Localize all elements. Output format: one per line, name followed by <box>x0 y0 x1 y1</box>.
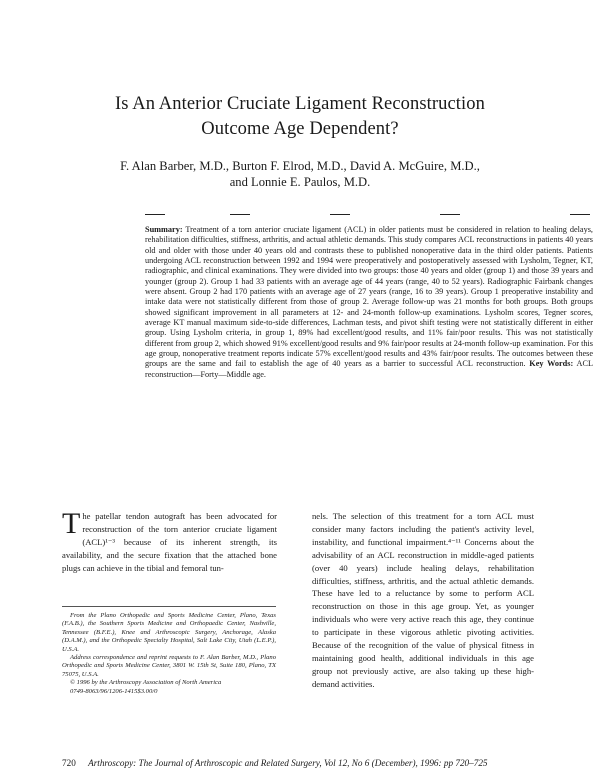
body-left-text: he patellar tendon autograft has been advocated for reconstruction of the torn anterior cruciate ligament (ACL)¹⁻³ because of its inherent strength, its availability, and the secure fixation that the attached bone plugs can achieve in the tibial and femoral tun- <box>62 511 277 573</box>
footnote-copyright: © 1996 by the Arthroscopy Association of North America <box>70 679 222 687</box>
body-column-left <box>62 507 277 575</box>
page-number: 720 <box>62 758 76 768</box>
journal-citation: Arthroscopy: The Journal of Arthroscopic and Related Surgery, Vol 12, No 6 (December), 1996: pp 720–725 <box>88 758 488 768</box>
footnote-rule <box>62 606 276 607</box>
footnote-correspondence: Address correspondence and reprint requests to F. Alan Barber, M.D., Plano Orthopedic and Sports Medicine Center, 3801 W. 15th St, Suite 180, Plano, TX 75075, U.S.A. <box>62 654 276 678</box>
abstract-label: Summary: <box>145 225 183 234</box>
footnotes <box>62 612 276 696</box>
body-column-right <box>312 510 534 691</box>
footnote-issn: 0749-8063/96/1206-1415$3.00/0 <box>70 687 158 695</box>
author-line-1: F. Alan Barber, M.D., Burton F. Elrod, M.D., David A. McGuire, M.D., <box>120 159 480 173</box>
drop-cap: T <box>62 507 81 540</box>
footnote-affiliation: From the Plano Orthopedic and Sports Medicine Center, Plano, Texas (F.A.B.), the Southern Sports Medicine and Orthopaedic Center, Nashville, Tennessee (B.F.E.), Knee and Arthroscopic Surgery, Anchorage, Alaska (D.A.M.), and the Orthopedic Specialty Hospital, Salt Lake City, Utah (L.E.P.), U.S.A. <box>62 612 276 653</box>
article-title-line-2: Outcome Age Dependent? <box>201 119 399 139</box>
abstract-rule-mid-2 <box>330 214 350 215</box>
abstract-rule-right <box>570 214 590 215</box>
article-title <box>60 92 540 142</box>
abstract-rule-left <box>145 214 165 215</box>
keywords-text: ACL reconstruction—Forty—Middle age. <box>145 359 593 379</box>
keywords-label: Key Words: <box>529 359 574 369</box>
abstract <box>145 225 593 380</box>
abstract-text: Treatment of a torn anterior cruciate ligament (ACL) in older patients must be considered in relation to healing delays, rehabilitation difficulties, stiffness, arthritis, and actual athletic demands. This study compares ACL reconstructions in patients 40 years old and older with those under 40 years old and contrasts these to published nonoperative data in the third older patients. Patients undergoing ACL reconstruction between 1992 and 1994 were preoperatively and postoperatively assessed with Lysholm, Tegner, KT, radiographic, and clinical examinations. They were divided into two groups: those 40 years and older (group 1) and those 39 years and younger (group 2). Group 1 had 33 patients with an average age of 44 years (range, 40 to 52 years). Radiographic Fairbank changes were absent. Group 2 had 170 patients with an average age of 27 years (range, 16 to 39 years). Group 1 preoperative instability and intake data were not statistically different from those of group 2. Average follow-up was 21 months for both groups. Both groups showed significant improvement in all parameters at 12- and 24-month follow-up examinations. Lysholm scores, Tegner scores, average KT manual maximum side-to-side differences, Lachman tests, and pivot shift testing were not statistically different in either group. Using Lysholm criteria, in group 1, 89% had excellent/good results, and 11% fair/poor results. This was not statistically different from group 2, which showed 91% excellent/good results and 9% fair/poor results at 24-month follow-up examination. For this age group, nonoperative treatment reports indicate 57% excellent/good results and 43% fair/poor results. The outcomes between these groups are the same and fail to establish the age of 40 years as a barrier to successful ACL reconstruction. <box>145 225 593 369</box>
article-title-line-1: Is An Anterior Cruciate Ligament Reconstruction <box>115 94 485 114</box>
body-right-text: nels. The selection of this treatment for a torn ACL must consider many factors including the patient's activity level, instability, and functional impairment.⁴⁻¹¹ Concerns about the advisability of an ACL reconstruction in middle-aged patients (over 40 years) include healing delays, rehabilitation difficulties, stiffness, arthritis, and the actual athletic demands. These have led to a reluctance by some to perform ACL reconstruction on those in this age group. Yet, as younger individuals who were very active reach this age, they continue to participate in these vigorous athletic pivoting activities. Because of the recognition of the value of physical fitness in maintaining good health, additional individuals in this age group not previously active, are also taking up these high-demand activities. <box>312 511 534 689</box>
author-line-2: and Lonnie E. Paulos, M.D. <box>229 175 371 189</box>
author-list <box>60 158 540 190</box>
abstract-rule-mid-3 <box>440 214 460 215</box>
page-footer <box>62 758 488 768</box>
abstract-rule-mid-1 <box>230 214 250 215</box>
